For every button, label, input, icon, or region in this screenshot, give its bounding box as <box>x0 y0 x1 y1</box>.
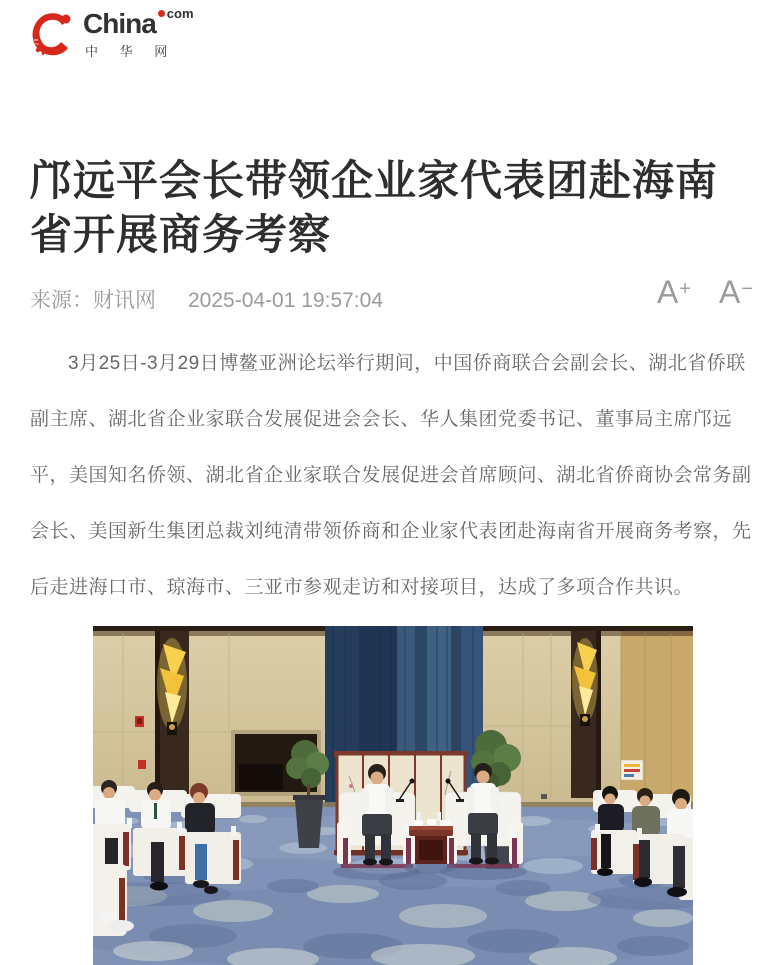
font-size-controls <box>657 276 755 308</box>
article-paragraph: 3月25日-3月29日博鳌亚洲论坛举行期间，中国侨商联合会副会长、湖北省侨联副主席、湖北省企业家联合发展促进会会长、华人集团党委书记、董事局主席邝远平，美国知名侨领、湖北省企业家联合发展促进会首席顾问、湖北省侨商协会常务副会长、美国新生集团总裁刘纯清带领侨商和企业家代表团赴海南省开展商务考察，先后走进海口市、琼海市、三亚市参观走访和对接项目，达成了多项合作共识。 <box>30 353 752 598</box>
logo-chinese-name: 中 华 网 <box>85 44 177 59</box>
china-com-logo[interactable] <box>30 0 194 60</box>
article-datetime: 2025-04-01 19:57:04 <box>188 289 383 312</box>
article-title: 邝远平会长带领企业家代表团赴海南省开展商务考察 <box>30 157 719 258</box>
china-brush-c-icon <box>30 10 76 58</box>
font-increase-button[interactable]: A+ <box>656 274 691 310</box>
logo-red-dot <box>158 10 165 17</box>
meeting-room-photo <box>93 626 693 965</box>
font-decrease-button[interactable]: A− <box>718 274 753 310</box>
article-source: 来源：财讯网 <box>30 289 156 312</box>
logo-brand-text: China <box>83 8 156 39</box>
logo-tld-text: com <box>166 6 194 21</box>
article-meta <box>30 276 755 314</box>
